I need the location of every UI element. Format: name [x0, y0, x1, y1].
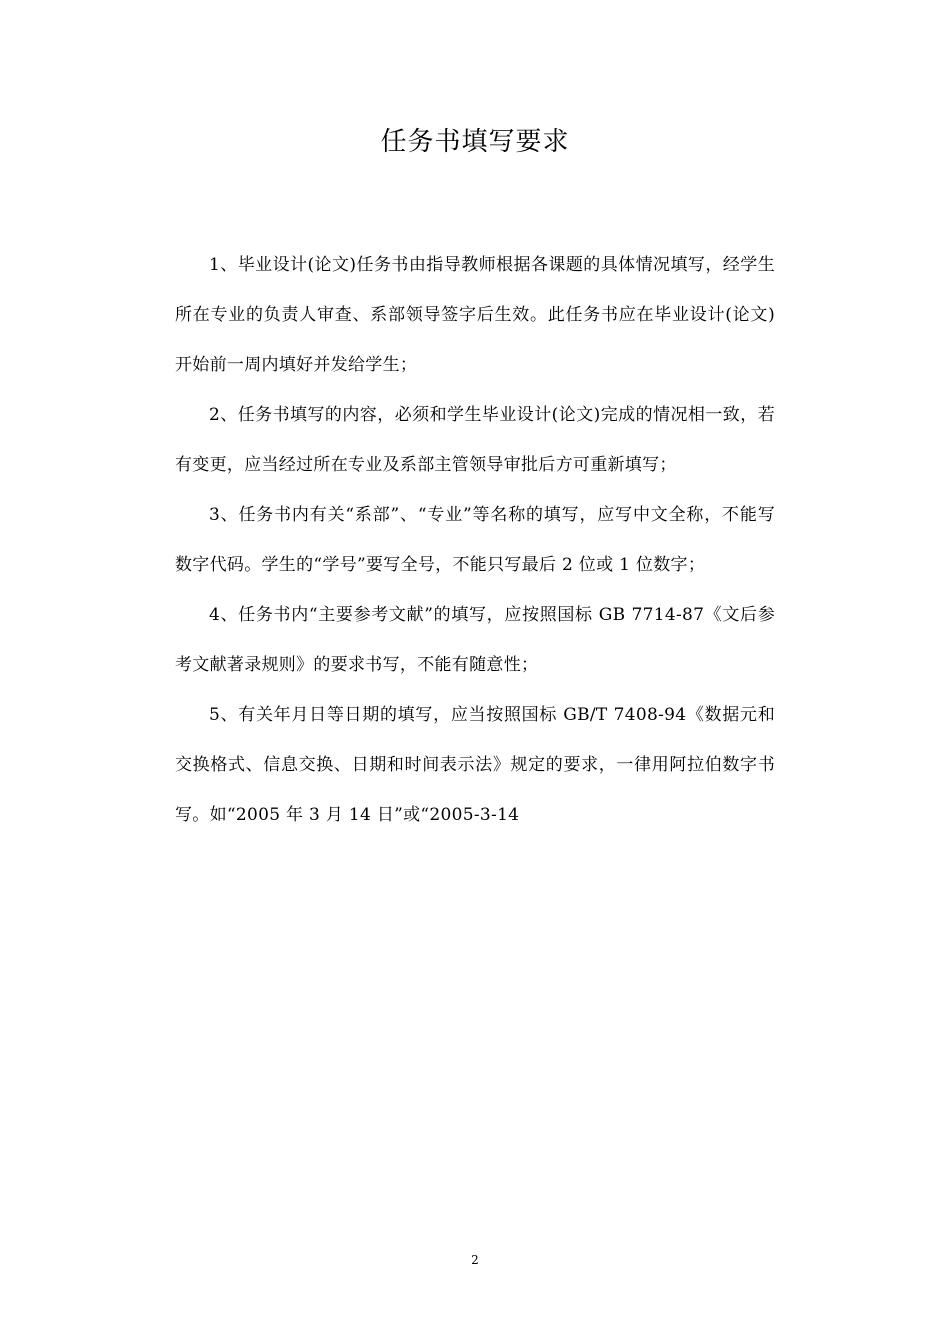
paragraph-2: 2、任务书填写的内容，必须和学生毕业设计(论文)完成的情况相一致，若有变更，应当经过所在专业及系部主管领导审批后方可重新填写；	[175, 405, 775, 475]
paragraph-5: 5、有关年月日等日期的填写，应当按照国标 GB/T 7408-94《数据元和交换格式、信息交换、日期和时间表示法》规定的要求，一律用阿拉伯数字书写。如“2005 年 3 月 14 日”或“2005-3-14	[175, 705, 775, 825]
paragraph-1: 1、毕业设计(论文)任务书由指导教师根据各课题的具体情况填写，经学生所在专业的负责人审查、系部领导签字后生效。此任务书应在毕业设计(论文)开始前一周内填好并发给学生；	[175, 255, 775, 375]
paragraph-3: 3、任务书内有关“系部”、“专业”等名称的填写，应写中文全称，不能写数字代码。学生的“学号”要写全号，不能只写最后 2 位或 1 位数字；	[175, 505, 775, 575]
page-number: 2	[471, 1253, 479, 1267]
body-text	[175, 240, 775, 840]
paragraph-4: 4、任务书内“主要参考文献”的填写，应按照国标 GB 7714-87《文后参考文献著录规则》的要求书写，不能有随意性；	[175, 605, 775, 675]
page-title: 任务书填写要求	[380, 127, 570, 157]
